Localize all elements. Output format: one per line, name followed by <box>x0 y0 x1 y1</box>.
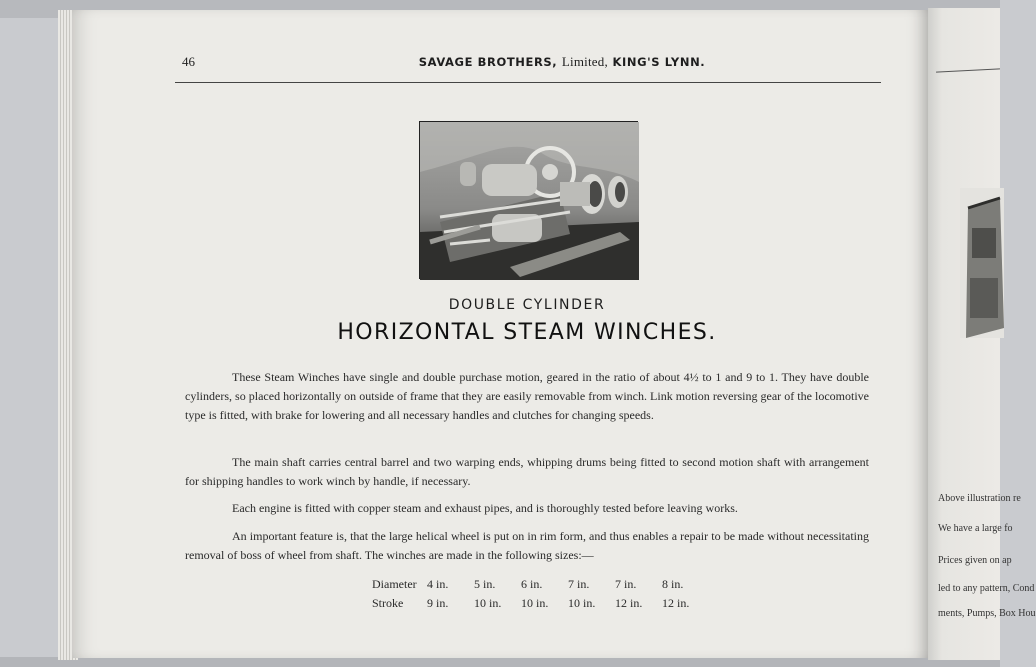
sizes-table <box>372 575 709 613</box>
facing-page-text-5: ments, Pumps, Box Hou <box>938 608 1036 619</box>
product-subtitle: DOUBLE CYLINDER <box>448 297 606 313</box>
sizes-cell: 8 in. <box>662 577 684 591</box>
sizes-cell: 5 in. <box>474 577 496 591</box>
sizes-row-diameter <box>372 575 709 594</box>
description-paragraph-2: The main shaft carries central barrel and two warping ends, whipping drums being fitted to second motion shaft with arrangement for shipping handles to work winch by handle, if necessary. <box>185 455 869 488</box>
running-head <box>312 54 812 70</box>
steam-winch-photo <box>419 121 638 279</box>
facing-page-text-3: Prices given on ap <box>938 555 1012 566</box>
sizes-cell: 12 in. <box>662 596 690 610</box>
sizes-row-stroke <box>372 594 709 613</box>
running-head-company: SAVAGE BROTHERS, <box>418 55 558 69</box>
sizes-cell: 4 in. <box>427 577 449 591</box>
facing-page-text-1: Above illustration re <box>938 493 1021 504</box>
backdrop-bottom <box>0 657 1000 667</box>
description-paragraph-1: These Steam Winches have single and double purchase motion, geared in the ratio of about 4½ to 1 and 9 to 1. They have double cylinders, so placed horizontally on outside of frame that they are easily removable from winch. Link motion reversing gear of the locomotive type is fitted, with brake for lowering and all necessary handles and clutches for changing speeds. <box>185 370 869 422</box>
sizes-cell: 12 in. <box>615 596 643 610</box>
page-number: 46 <box>182 54 195 69</box>
facing-page-rule <box>936 68 1000 72</box>
facing-page-machine-illustration <box>960 188 1004 338</box>
sizes-row-label: Stroke <box>372 596 404 610</box>
description-paragraph-3: Each engine is fitted with copper steam and exhaust pipes, and is thoroughly tested before leaving works. <box>232 501 738 515</box>
header-rule <box>175 82 881 83</box>
description-paragraph-4: An important feature is, that the large helical wheel is put on in rim form, and thus enables a repair to be made without necessitating removal of boss of wheel from shaft. The winches are made in the following sizes:— <box>185 529 869 562</box>
running-head-limited: Limited, <box>561 54 608 69</box>
sizes-cell: 7 in. <box>615 577 637 591</box>
sizes-cell: 10 in. <box>474 596 502 610</box>
catalogue-page <box>72 10 928 658</box>
sizes-cell: 9 in. <box>427 596 449 610</box>
facing-page <box>928 8 1036 660</box>
sizes-cell: 6 in. <box>521 577 543 591</box>
facing-page-text-2: We have a large fo <box>938 523 1013 534</box>
sizes-cell: 10 in. <box>521 596 549 610</box>
running-head-place: KING'S LYNN. <box>612 55 706 69</box>
steam-winch-illustration <box>420 122 639 280</box>
sizes-row-label: Diameter <box>372 577 417 591</box>
sizes-cell: 7 in. <box>568 577 590 591</box>
product-title: HORIZONTAL STEAM WINCHES. <box>337 320 717 345</box>
facing-page-text-4: led to any pattern, Cond <box>938 583 1035 594</box>
sizes-cell: 10 in. <box>568 596 596 610</box>
